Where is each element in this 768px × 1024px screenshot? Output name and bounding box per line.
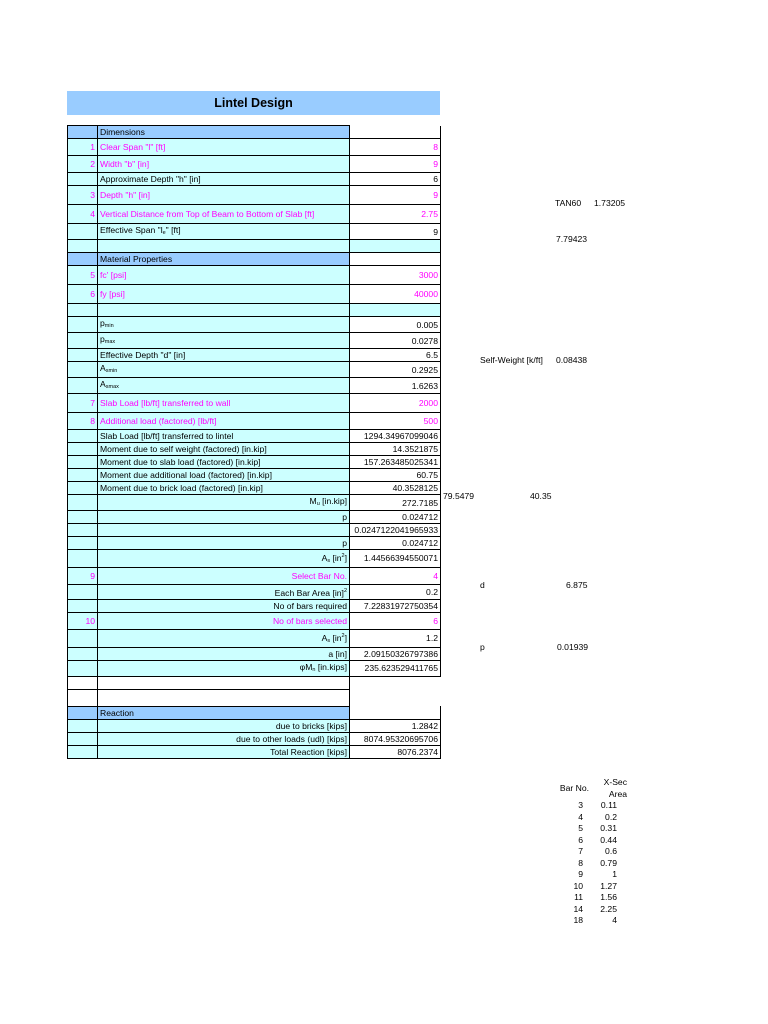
table-row [68, 285, 441, 304]
table-row [68, 266, 441, 285]
bar-table-row [553, 892, 627, 904]
row-value: 14.3521875 [350, 443, 441, 456]
xsec-area: 1.27 [600, 880, 617, 891]
table-row [68, 511, 441, 524]
row-label: Vertical Distance from Top of Beam to Bottom of Slab [ft] [98, 205, 350, 224]
row-label: Width "b" [in] [98, 156, 350, 173]
table-row [68, 495, 441, 511]
table-row [68, 599, 441, 612]
table-row [68, 732, 441, 745]
bar-table-row [553, 858, 627, 870]
bar-no: 7 [578, 846, 583, 856]
xsec-area: 0.6 [605, 846, 617, 856]
section-title: Material Properties [98, 253, 350, 266]
row-value: 2000 [350, 394, 441, 413]
table-row [68, 333, 441, 349]
row-value: 1.44566394550071 [350, 550, 441, 568]
bar-no: 10 [573, 880, 583, 891]
extra-value-1: 79.5479 [443, 491, 475, 501]
row-label: fc' [psi] [98, 266, 350, 285]
row-label: $A_{smin}$ [98, 362, 350, 378]
row-label: $A_{smax}$ [98, 378, 350, 394]
table-row [68, 745, 441, 758]
row-label: fy [psi] [98, 285, 350, 304]
xsec-area-header: X-Sec Area [603, 777, 627, 799]
row-label: Depth "h" [in] [98, 186, 350, 205]
bar-table-row [553, 881, 627, 893]
row-label: Moment due to self weight (factored) [in.kip] [98, 443, 350, 456]
p-value: 0.01939 [557, 642, 589, 652]
table-row [68, 173, 441, 186]
table-row [68, 567, 441, 584]
row-label: Approximate Depth "h" [in] [98, 173, 350, 186]
d-label: d [480, 580, 485, 590]
table-row [68, 660, 441, 676]
row-number: 5 [68, 266, 98, 285]
row-value: 1.2 [350, 629, 441, 647]
section-header [68, 126, 441, 139]
table-row [68, 430, 441, 443]
table-row [68, 349, 441, 362]
xsec-area: 0.2 [605, 811, 617, 822]
table-row [68, 205, 441, 224]
row-label: due to other loads (udl) [kips] [98, 732, 350, 745]
row-label: Select Bar No. [98, 567, 350, 584]
row-label: Effective Span "$l_e$" [ft] [98, 224, 350, 240]
table-row [68, 629, 441, 647]
extra-value-2: 40.35 [530, 491, 552, 501]
row-value: 0.2 [350, 584, 441, 599]
self-weight-value: 0.08438 [556, 355, 588, 365]
tan60-value: 1.73205 [594, 198, 626, 208]
table-row [68, 524, 441, 537]
row-label: Moment due additional load (factored) [in.kip] [98, 469, 350, 482]
row-label: No of bars required [98, 599, 350, 612]
row-number: 1 [68, 139, 98, 156]
row-label: $p_{max}$ [98, 333, 350, 349]
bar-table-row [553, 800, 627, 812]
bar-table-row [553, 846, 627, 858]
sheet-title: Lintel Design [67, 91, 440, 115]
row-label: due to bricks [kips] [98, 719, 350, 732]
row-value: 9 [350, 186, 441, 205]
bar-no-header: Bar No. [559, 782, 589, 793]
blank-row [68, 240, 441, 253]
xsec-area: 4 [612, 915, 617, 925]
bar-no: 9 [578, 869, 583, 879]
tan60-label: TAN60 [555, 198, 582, 208]
row-label: $A_s$ $[in^2]$ [98, 629, 350, 647]
table-row [68, 550, 441, 568]
row-number: 8 [68, 413, 98, 430]
row-value: 7.22831972750354 [350, 599, 441, 612]
table-row [68, 719, 441, 732]
table-row [68, 139, 441, 156]
bar-no: 14 [573, 903, 583, 914]
row-number: 2 [68, 156, 98, 173]
row-value: 6 [350, 173, 441, 186]
table-row [68, 413, 441, 430]
table-row [68, 456, 441, 469]
row-value: 1294.34967099046 [350, 430, 441, 443]
bar-no: 18 [573, 915, 583, 925]
bar-no: 4 [578, 811, 583, 822]
row-value: 0.024712 [350, 511, 441, 524]
bar-no: 6 [578, 834, 583, 845]
row-label: $\varphi M_n$ [in.kips] [98, 660, 350, 676]
row-value: 6 [350, 612, 441, 629]
row-label [98, 524, 350, 537]
row-value: 157.263485025341 [350, 456, 441, 469]
row-label: Clear Span "l" [ft] [98, 139, 350, 156]
row-value: 235.623529411765 [350, 660, 441, 676]
row-value: 40000 [350, 285, 441, 304]
row-label: Effective Depth "d" [in] [98, 349, 350, 362]
xsec-area: 1.56 [600, 892, 617, 902]
table-row [68, 537, 441, 550]
row-value: 8074.95320695706 [350, 732, 441, 745]
row-label: $M_u$ [in.kip] [98, 495, 350, 511]
table-row [68, 482, 441, 495]
row-label: Total Reaction [kips] [98, 745, 350, 758]
bar-table-row [553, 869, 627, 881]
row-value: 9 [350, 224, 441, 240]
row-number: 6 [68, 285, 98, 304]
bar-table-row [553, 823, 627, 835]
row-value: 0.024712 [350, 537, 441, 550]
row-label: a [in] [98, 647, 350, 660]
table-row [68, 394, 441, 413]
table-row [68, 584, 441, 599]
bar-table-row [553, 812, 627, 824]
xsec-area: 0.79 [600, 857, 617, 868]
row-label: Slab Load [lb/ft] transferred to wall [98, 394, 350, 413]
row-number: 7 [68, 394, 98, 413]
row-value: 40.3528125 [350, 482, 441, 495]
row-value: 8076.2374 [350, 745, 441, 758]
row-number: 9 [68, 567, 98, 584]
row-value: 0.2925 [350, 362, 441, 378]
section-title: Reaction [98, 706, 350, 719]
row-value: 8 [350, 139, 441, 156]
row-value: 272.7185 [350, 495, 441, 511]
row-value: 1.2842 [350, 719, 441, 732]
table-row [68, 647, 441, 660]
section-title: Dimensions [98, 126, 350, 139]
row-value: 3000 [350, 266, 441, 285]
bar-area-table [553, 777, 627, 927]
d-value: 6.875 [566, 580, 588, 590]
xsec-area: 2.25 [600, 903, 617, 914]
table-row [68, 156, 441, 173]
table-row [68, 224, 441, 240]
row-label: $A_s$ $[in^2]$ [98, 550, 350, 568]
row-value: 2.75 [350, 205, 441, 224]
table-row [68, 362, 441, 378]
row-value: 0.005 [350, 317, 441, 333]
row-number: 4 [68, 205, 98, 224]
tan-product-value: 7.79423 [556, 234, 588, 244]
empty-row [68, 689, 441, 706]
bar-no: 5 [578, 823, 583, 833]
row-label: No of bars selected [98, 612, 350, 629]
row-label: Moment due to brick load (factored) [in.kip] [98, 482, 350, 495]
row-label: Slab Load [lb/ft] transferred to lintel [98, 430, 350, 443]
row-label: Additional load (factored) [lb/ft] [98, 413, 350, 430]
section-header [68, 253, 441, 266]
row-label: $p_{min}$ [98, 317, 350, 333]
row-value: 6.5 [350, 349, 441, 362]
row-label: Each Bar Area [in]$^2$ [98, 584, 350, 599]
row-number: 3 [68, 186, 98, 205]
table-row [68, 469, 441, 482]
row-value: 4 [350, 567, 441, 584]
self-weight-label: Self-Weight [k/ft] [480, 355, 543, 365]
bar-no: 3 [578, 800, 583, 810]
row-label: p [98, 511, 350, 524]
xsec-area: 0.31 [600, 823, 617, 833]
p-label: p [480, 642, 485, 652]
bar-table-row [553, 904, 627, 916]
row-value: 0.0247122041965933 [350, 524, 441, 537]
table-row [68, 612, 441, 629]
bar-no: 8 [578, 857, 583, 868]
table-row [68, 443, 441, 456]
bar-table-header [553, 777, 627, 800]
blank-row [68, 304, 441, 317]
row-value: 60.75 [350, 469, 441, 482]
empty-row [68, 676, 441, 689]
row-value: 1.6263 [350, 378, 441, 394]
row-value: 0.0278 [350, 333, 441, 349]
xsec-area: 0.11 [600, 800, 617, 810]
xsec-area: 1 [612, 869, 617, 879]
bar-table-row [553, 835, 627, 847]
table-row [68, 378, 441, 394]
row-label: p [98, 537, 350, 550]
row-value: 2.09150326797386 [350, 647, 441, 660]
row-number: 10 [68, 612, 98, 629]
lintel-design-table [67, 125, 441, 759]
row-value: 9 [350, 156, 441, 173]
table-row [68, 186, 441, 205]
xsec-area: 0.44 [600, 834, 617, 845]
row-value: 500 [350, 413, 441, 430]
table-row [68, 317, 441, 333]
row-label: Moment due to slab load (factored) [in.kip] [98, 456, 350, 469]
bar-no: 11 [574, 892, 583, 902]
section-header [68, 706, 441, 719]
bar-table-row [553, 915, 627, 927]
